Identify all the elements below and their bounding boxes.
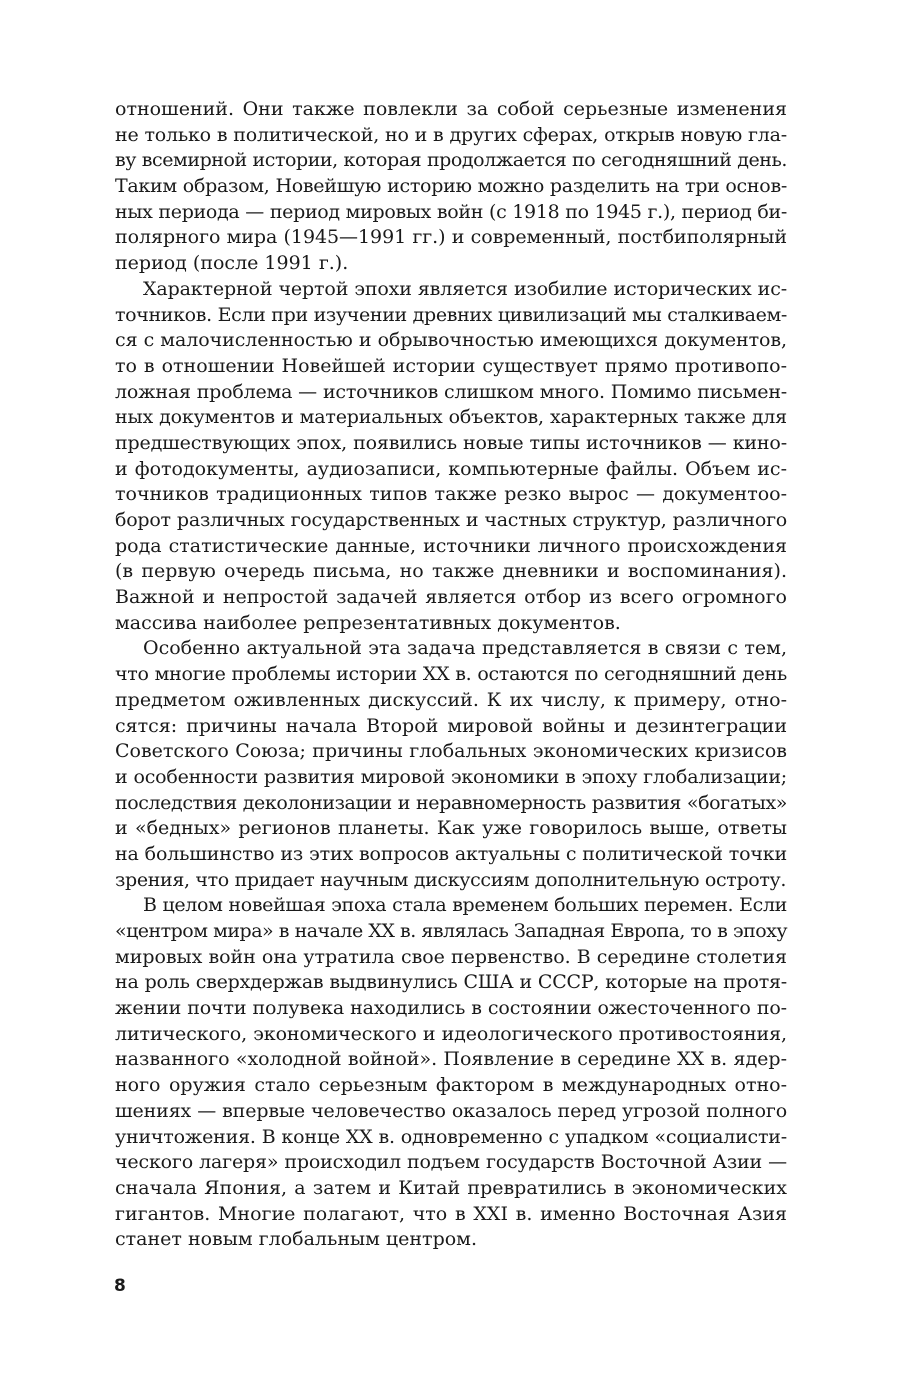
- text-line: сначала Япония, а затем и Китай превратились в экономических: [115, 1176, 787, 1199]
- text-line: последствия деколонизации и неравномерность развития «богатых»: [115, 791, 787, 814]
- text-line: полярного мира (1945—1991 гг.) и современный, постбиполярный: [115, 226, 787, 249]
- text-line: отношений. Они также повлекли за собой серьезные изменения: [115, 98, 787, 120]
- text-line: не только в политической, но и в других сферах, открыв новую гла-: [115, 123, 787, 146]
- text-line: (в первую очередь письма, но также дневники и воспоминания).: [115, 560, 787, 583]
- text-line: гигантов. Многие полагают, что в XXI в. именно Восточная Азия: [115, 1202, 787, 1225]
- text-line: точников. Если при изучении древних цивилизаций мы сталкиваем-: [115, 303, 787, 326]
- text-line: ся с малочисленностью и обрывочностью имеющихся документов,: [115, 329, 787, 352]
- text-line: ложная проблема — источников слишком много. Помимо письмен-: [115, 380, 787, 403]
- text-line: ву всемирной истории, которая продолжается по сегодняшний день.: [115, 149, 787, 172]
- text-line: ного оружия стало серьезным фактором в международных отно-: [115, 1074, 787, 1097]
- text-line: ных документов и материальных объектов, характерных также для: [115, 406, 787, 429]
- paragraph: [115, 277, 787, 637]
- text-line: массива наиболее репрезентативных документов.: [115, 611, 621, 634]
- text-line: Советского Союза; причины глобальных экономических кризисов: [115, 740, 787, 763]
- text-line: «центром мира» в начале XX в. являлась Западная Европа, то в эпоху: [115, 920, 787, 942]
- text-line: предметом оживленных дискуссий. К их числу, к примеру, отно-: [115, 688, 787, 711]
- text-line: борот различных государственных и частных структур, различного: [115, 509, 787, 531]
- page-number: 8: [114, 1276, 126, 1296]
- text-line: шениях — впервые человечество оказалось перед угрозой полного: [115, 1099, 787, 1122]
- text-line: предшествующих эпох, появились новые типы источников — кино-: [115, 431, 787, 454]
- text-line: Важной и непростой задачей является отбор из всего огромного: [115, 586, 787, 609]
- text-line: на роль сверхдержав выдвинулись США и СССР, которые на протя-: [115, 971, 787, 994]
- text-line: Характерной чертой эпохи является изобилие исторических ис-: [143, 277, 787, 300]
- text-line: период (после 1991 г.).: [115, 252, 349, 275]
- text-line: В целом новейшая эпоха стала временем больших перемен. Если: [143, 894, 787, 917]
- text-line: литического, экономического и идеологического противостояния,: [115, 1022, 787, 1045]
- body-text: [115, 97, 787, 1253]
- text-line: ных периода — период мировых войн (с 1918 по 1945 г.), период би-: [115, 200, 787, 223]
- text-line: Особенно актуальной эта задача представляется в связи с тем,: [143, 637, 787, 660]
- text-line: уничтожения. В конце XX в. одновременно с упадком «социалисти-: [115, 1125, 787, 1148]
- text-line: Таким образом, Новейшую историю можно разделить на три основ-: [115, 175, 787, 198]
- text-line: станет новым глобальным центром.: [115, 1228, 477, 1251]
- text-line: что многие проблемы истории XX в. остаются по сегодняшний день: [115, 663, 787, 686]
- text-line: и особенности развития мировой экономики в эпоху глобализации;: [115, 765, 787, 788]
- text-line: названного «холодной войной». Появление в середине XX в. ядер-: [115, 1048, 787, 1071]
- text-line: и фотодокументы, аудиозаписи, компьютерные файлы. Объем ис-: [115, 457, 787, 480]
- text-line: сятся: причины начала Второй мировой войны и дезинтеграции: [115, 714, 787, 737]
- paragraph: [115, 636, 787, 893]
- paragraph: [115, 97, 787, 277]
- text-line: мировых войн она утратила свое первенство. В середине столетия: [115, 945, 787, 968]
- paragraph: [115, 893, 787, 1253]
- text-line: и «бедных» регионов планеты. Как уже говорилось выше, ответы: [115, 817, 787, 840]
- text-line: жении почти полувека находились в состоянии ожесточенного по-: [115, 997, 787, 1020]
- text-line: зрения, что придает научным дискуссиям дополнительную остроту.: [115, 868, 787, 891]
- text-line: ческого лагеря» происходил подъем государств Восточной Азии —: [115, 1151, 787, 1174]
- text-line: точников традиционных типов также резко вырос — документоо-: [115, 483, 787, 506]
- text-line: рода статистические данные, источники личного происхождения: [115, 534, 787, 557]
- text-line: на большинство из этих вопросов актуальны с политической точки: [115, 842, 787, 865]
- text-line: то в отношении Новейшей истории существует прямо противопо-: [115, 354, 787, 377]
